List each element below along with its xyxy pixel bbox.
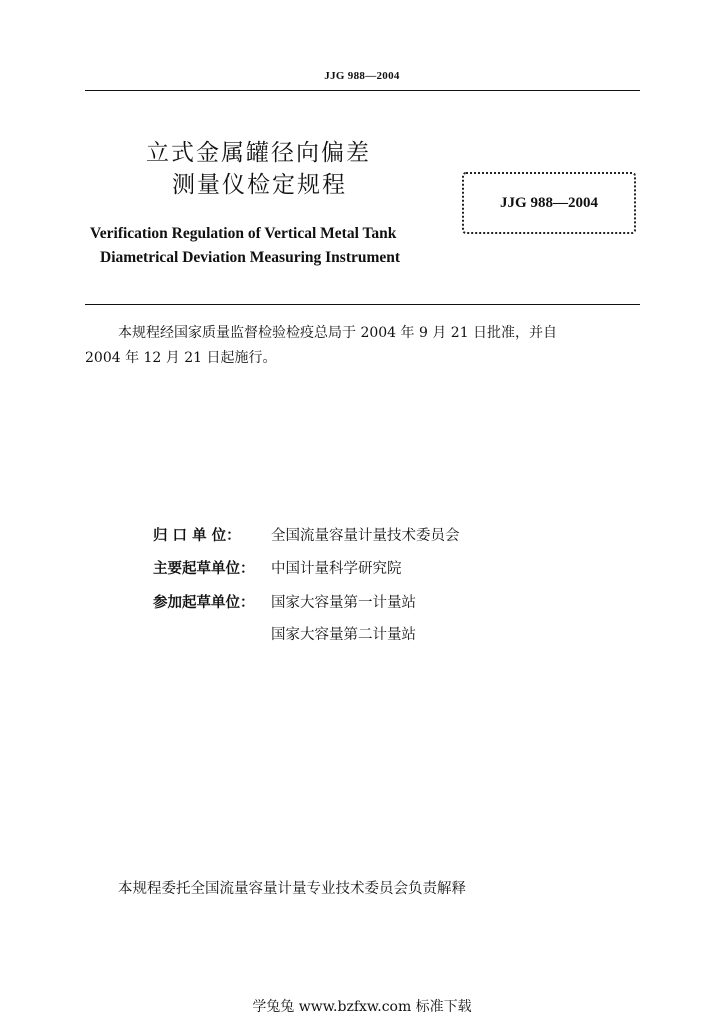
- unit-label: 主要起草单位：: [153, 561, 255, 577]
- title-rule: [85, 304, 640, 305]
- unit-row-participant-2: [153, 625, 416, 645]
- standard-code-box: [462, 172, 636, 234]
- title-en-line2: Diametrical Deviation Measuring Instrument: [100, 249, 401, 266]
- approval-text-line2: 2004 年 12 月 21 日起施行。: [85, 350, 277, 366]
- header-standard-code: JJG 988—2004: [324, 70, 400, 82]
- site-watermark-text: 学兔兔 www.bzfxw.com 标准下载: [252, 999, 472, 1015]
- title-cn-line1: 立式金属罐径向偏差: [146, 140, 371, 166]
- interpretation-note: 本规程委托全国流量容量计量专业技术委员会负责解释: [118, 881, 466, 897]
- standard-code-box-text: JJG 988—2004: [500, 194, 598, 211]
- unit-row-main-drafter: [153, 559, 402, 579]
- approval-text-line1: 本规程经国家质量监督检验检疫总局于 2004 年 9 月 21 日批准，并自: [118, 325, 558, 341]
- unit-row-responsible: [153, 526, 460, 546]
- unit-label: 归 口 单 位：: [153, 528, 241, 544]
- title-cn-line2: 测量仪检定规程: [172, 172, 347, 198]
- unit-value: 国家大容量第一计量站: [271, 595, 416, 611]
- unit-value: 全国流量容量计量技术委员会: [271, 528, 460, 544]
- unit-value: 中国计量科学研究院: [271, 561, 402, 577]
- unit-label: 参加起草单位：: [153, 595, 255, 611]
- unit-value: 国家大容量第二计量站: [271, 627, 416, 643]
- header-rule: [85, 90, 640, 91]
- title-en-line1: Verification Regulation of Vertical Metal Tank: [90, 225, 397, 242]
- unit-row-participant: [153, 593, 416, 613]
